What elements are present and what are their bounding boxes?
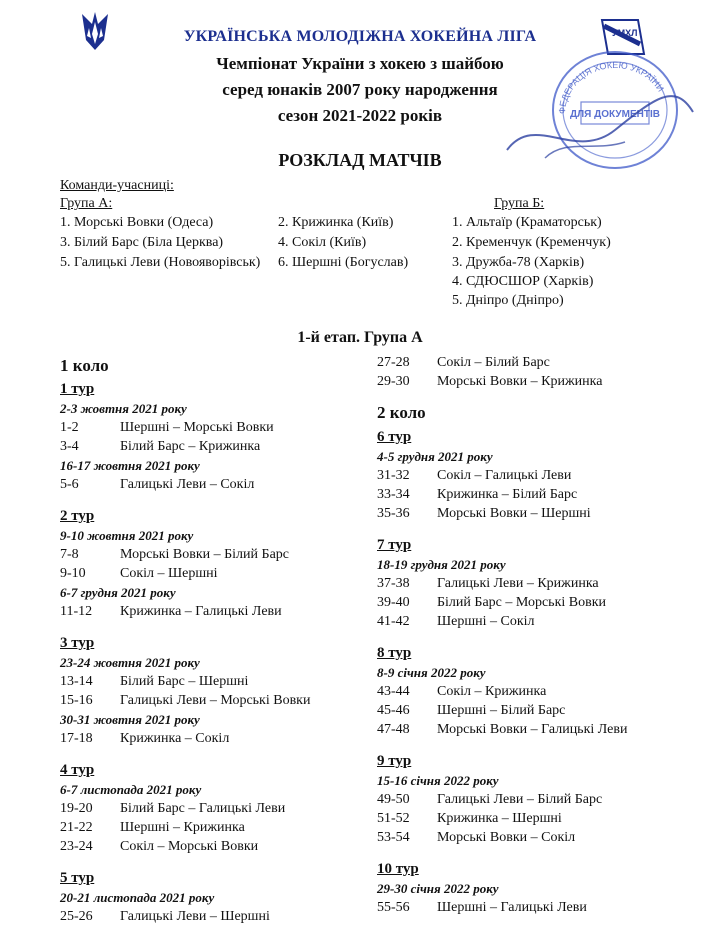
season-title: сезон 2021-2022 років (277, 106, 443, 125)
svg-text:УМХЛ: УМХЛ (612, 28, 638, 38)
match-teams: Морські Вовки – Крижинка (437, 374, 603, 389)
match-row (377, 353, 707, 372)
match-number: 51-52 (377, 811, 410, 826)
match-teams: Сокіл – Шершні (120, 566, 218, 581)
tour-title: 5 тур (60, 870, 95, 886)
match-teams: Шершні – Крижинка (120, 820, 245, 835)
match-date: 6-7 листопада 2021 року (60, 782, 202, 797)
schedule-title: РОЗКЛАД МАТЧІВ (278, 150, 442, 170)
age-group-title: серед юнаків 2007 року народження (222, 80, 498, 99)
match-number: 43-44 (377, 684, 410, 699)
group-a-team: 1. Морські Вовки (Одеса) (60, 215, 214, 230)
match-number: 3-4 (60, 439, 79, 454)
match-number: 7-8 (60, 547, 79, 562)
schedule-left-column (60, 355, 390, 926)
group-a-team: 6. Шершні (Богуслав) (278, 255, 409, 270)
match-date: 15-16 січня 2022 року (377, 773, 499, 788)
group-b-team: 1. Альтаїр (Краматорськ) (452, 215, 602, 230)
round-title: 1 коло (60, 356, 109, 375)
match-row (377, 574, 707, 593)
match-number: 47-48 (377, 722, 410, 737)
group-b-team: 3. Дружба-78 (Харків) (452, 255, 585, 270)
match-date: 30-31 жовтня 2021 року (60, 712, 200, 727)
match-teams: Білий Барс – Крижинка (120, 439, 261, 454)
match-date: 18-19 грудня 2021 року (377, 557, 506, 572)
match-number: 5-6 (60, 477, 79, 492)
match-row (60, 672, 390, 691)
participants-label: Команди-учасниці: (60, 178, 174, 193)
match-number: 41-42 (377, 614, 410, 629)
match-teams: Сокіл – Морські Вовки (120, 839, 259, 854)
match-number: 25-26 (60, 909, 93, 924)
tour-title: 9 тур (377, 753, 412, 769)
match-date: 16-17 жовтня 2021 року (60, 458, 200, 473)
tour-title: 4 тур (60, 762, 95, 778)
match-row (60, 837, 390, 856)
match-number: 15-16 (60, 693, 93, 708)
match-row (60, 564, 390, 583)
match-row (60, 602, 390, 621)
match-teams: Галицькі Леви – Сокіл (120, 477, 255, 492)
match-number: 19-20 (60, 801, 93, 816)
match-date: 9-10 жовтня 2021 року (60, 528, 194, 543)
match-number: 11-12 (60, 604, 93, 619)
match-row (377, 593, 707, 612)
match-number: 55-56 (377, 900, 410, 915)
match-date: 4-5 грудня 2021 року (377, 449, 493, 464)
group-a-label: Група А: (60, 196, 113, 211)
schedule-right-column (377, 353, 707, 917)
match-teams: Білий Барс – Морські Вовки (437, 595, 606, 610)
match-row (377, 809, 707, 828)
group-a-team: 2. Крижинка (Київ) (278, 215, 394, 230)
tour-title: 6 тур (377, 429, 412, 445)
match-row (377, 720, 707, 739)
tour-title: 7 тур (377, 537, 412, 553)
match-number: 9-10 (60, 566, 86, 581)
svg-text:ФЕДЕРАЦІЯ ХОКЕЮ УКРАЇНИ: ФЕДЕРАЦІЯ ХОКЕЮ УКРАЇНИ (556, 59, 666, 115)
match-row (60, 907, 390, 926)
match-row (377, 372, 707, 391)
match-teams: Сокіл – Галицькі Леви (437, 468, 572, 483)
championship-title: Чемпіонат України з хокею з шайбою (216, 54, 504, 73)
match-teams: Крижинка – Сокіл (120, 731, 230, 746)
match-row (377, 790, 707, 809)
match-row (60, 729, 390, 748)
match-number: 49-50 (377, 792, 410, 807)
tour-title: 3 тур (60, 635, 95, 651)
match-teams: Сокіл – Білий Барс (437, 355, 550, 370)
match-teams: Крижинка – Шершні (437, 811, 562, 826)
tour-title: 1 тур (60, 381, 95, 397)
match-row (377, 682, 707, 701)
match-row (60, 475, 390, 494)
match-teams: Крижинка – Білий Барс (437, 487, 578, 502)
stage-title: 1-й етап. Група А (297, 329, 423, 346)
match-number: 45-46 (377, 703, 410, 718)
match-number: 13-14 (60, 674, 93, 689)
group-a-team: 4. Сокіл (Київ) (278, 235, 367, 250)
match-number: 29-30 (377, 374, 410, 389)
match-teams: Галицькі Леви – Морські Вовки (120, 693, 311, 708)
match-teams: Шершні – Білий Барс (437, 703, 566, 718)
group-b-team: 4. СДЮСШОР (Харків) (452, 274, 594, 289)
match-number: 35-36 (377, 506, 410, 521)
match-teams: Білий Барс – Галицькі Леви (120, 801, 286, 816)
match-date: 6-7 грудня 2021 року (60, 585, 176, 600)
match-row (60, 799, 390, 818)
match-row (60, 437, 390, 456)
match-number: 27-28 (377, 355, 410, 370)
match-date: 23-24 жовтня 2021 року (60, 655, 200, 670)
match-teams: Морські Вовки – Білий Барс (120, 547, 289, 562)
tour-title: 10 тур (377, 861, 419, 877)
svg-text:ДЛЯ ДОКУМЕНТІВ: ДЛЯ ДОКУМЕНТІВ (570, 109, 660, 120)
match-row (60, 418, 390, 437)
match-row (60, 691, 390, 710)
match-teams: Галицькі Леви – Шершні (120, 909, 270, 924)
match-row (377, 485, 707, 504)
match-teams: Морські Вовки – Галицькі Леви (437, 722, 628, 737)
match-teams: Галицькі Леви – Білий Барс (437, 792, 603, 807)
match-date: 8-9 січня 2022 року (377, 665, 486, 680)
match-teams: Морські Вовки – Шершні (437, 506, 591, 521)
tour-title: 8 тур (377, 645, 412, 661)
match-row (60, 818, 390, 837)
match-number: 53-54 (377, 830, 410, 845)
match-number: 17-18 (60, 731, 93, 746)
match-number: 33-34 (377, 487, 410, 502)
match-date: 29-30 січня 2022 року (377, 881, 499, 896)
match-number: 31-32 (377, 468, 410, 483)
tour-title: 2 тур (60, 508, 95, 524)
match-teams: Білий Барс – Шершні (120, 674, 249, 689)
match-number: 37-38 (377, 576, 410, 591)
match-date: 20-21 листопада 2021 року (60, 890, 215, 905)
group-b-label: Група Б: (494, 196, 545, 211)
match-teams: Морські Вовки – Сокіл (437, 830, 576, 845)
match-teams: Сокіл – Крижинка (437, 684, 547, 699)
match-number: 21-22 (60, 820, 93, 835)
match-teams: Шершні – Сокіл (437, 614, 535, 629)
match-number: 1-2 (60, 420, 79, 435)
match-row (60, 545, 390, 564)
match-row (377, 701, 707, 720)
group-a-team: 5. Галицькі Леви (Новояворівськ) (60, 255, 261, 270)
group-b-team: 2. Кременчук (Кременчук) (452, 235, 611, 250)
match-row (377, 466, 707, 485)
match-row (377, 504, 707, 523)
match-teams: Крижинка – Галицькі Леви (120, 604, 282, 619)
match-teams: Шершні – Галицькі Леви (437, 900, 587, 915)
match-number: 23-24 (60, 839, 93, 854)
match-teams: Шершні – Морські Вовки (120, 420, 274, 435)
group-b-team: 5. Дніпро (Дніпро) (452, 293, 564, 308)
group-a-team: 3. Білий Барс (Біла Церква) (60, 235, 224, 250)
match-number: 39-40 (377, 595, 410, 610)
match-row (377, 612, 707, 631)
league-name: УКРАЇНСЬКА МОЛОДІЖНА ХОКЕЙНА ЛІГА (183, 28, 537, 45)
match-date: 2-3 жовтня 2021 року (60, 401, 187, 416)
match-teams: Галицькі Леви – Крижинка (437, 576, 599, 591)
match-row (377, 898, 707, 917)
round-title: 2 коло (377, 403, 426, 422)
match-row (377, 828, 707, 847)
